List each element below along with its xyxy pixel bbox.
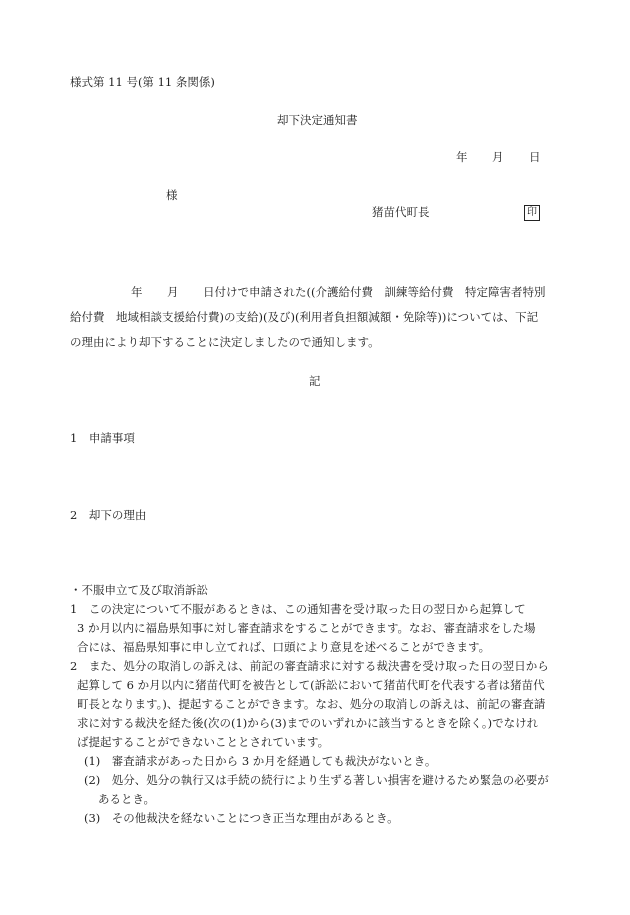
document-title: 却下決定通知書 [277, 113, 358, 127]
notice-subitem-continuation: あるとき。 [98, 792, 156, 806]
issuer-name: 猪苗代町長 [372, 205, 430, 219]
notice-subitem: (2) 処分、処分の執行又は手続の続行により生ずる著しい損害を避けるため緊急の必要が [84, 773, 549, 787]
addressee-suffix: 様 [166, 188, 178, 202]
date-month-label: 月 [492, 150, 504, 164]
notice-line: 求に対する裁決を経た後(次の(1)から(3)までのいずれかに該当するときを除く。)でなけれ [77, 716, 539, 730]
notice-line: 起算して 6 か月以内に猪苗代町を被告として(訴訟において猪苗代町を代表する者は猪苗代 [77, 678, 545, 692]
body-line-3: の理由により却下することに決定しましたので通知します。 [70, 335, 380, 349]
notice-line: 町長となります。)、提起することができます。なお、処分の取消しの訴えは、前記の審査請 [77, 697, 546, 711]
notice-line: ば提起することができないこととされています。 [77, 735, 330, 749]
body-line-1: 日付けで申請された((介護給付費 訓練等給付費 特定障害者特別 [203, 285, 546, 299]
notice-line: 1 この決定について不服があるときは、この通知書を受け取った日の翌日から起算して [70, 602, 526, 616]
notice-subitem: (1) 審査請求があった日から 3 か月を経過しても裁決がないとき。 [84, 754, 437, 768]
body-date-month: 月 [167, 285, 179, 299]
notice-line: 2 また、処分の取消しの訴えは、前記の審査請求に対する裁決書を受け取った日の翌日から [70, 659, 549, 673]
notice-line: 合には、福島県知事に申し立てれば、口頭により意見を述べることができます。 [77, 640, 491, 654]
ki-heading: 記 [309, 374, 321, 388]
body-date-year: 年 [131, 285, 143, 299]
seal-mark: 印 [524, 205, 540, 221]
date-day-label: 日 [529, 150, 541, 164]
date-year-label: 年 [456, 150, 468, 164]
section-rejection-reason: 2 却下の理由 [70, 508, 147, 522]
form-number: 様式第 11 号(第 11 条関係) [70, 75, 215, 89]
body-line-2: 給付費 地域相談支援給付費)の支給)(及び)(利用者負担額減額・免除等))については、下記 [70, 310, 539, 324]
notice-heading: ・不服申立て及び取消訴訟 [70, 583, 208, 597]
section-application-items: 1 申請事項 [70, 431, 135, 445]
notice-line: 3 か月以内に福島県知事に対し審査請求をすることができます。なお、審査請求をした場 [77, 621, 536, 635]
notice-subitem: (3) その他裁決を経ないことにつき正当な理由があるとき。 [84, 811, 399, 825]
